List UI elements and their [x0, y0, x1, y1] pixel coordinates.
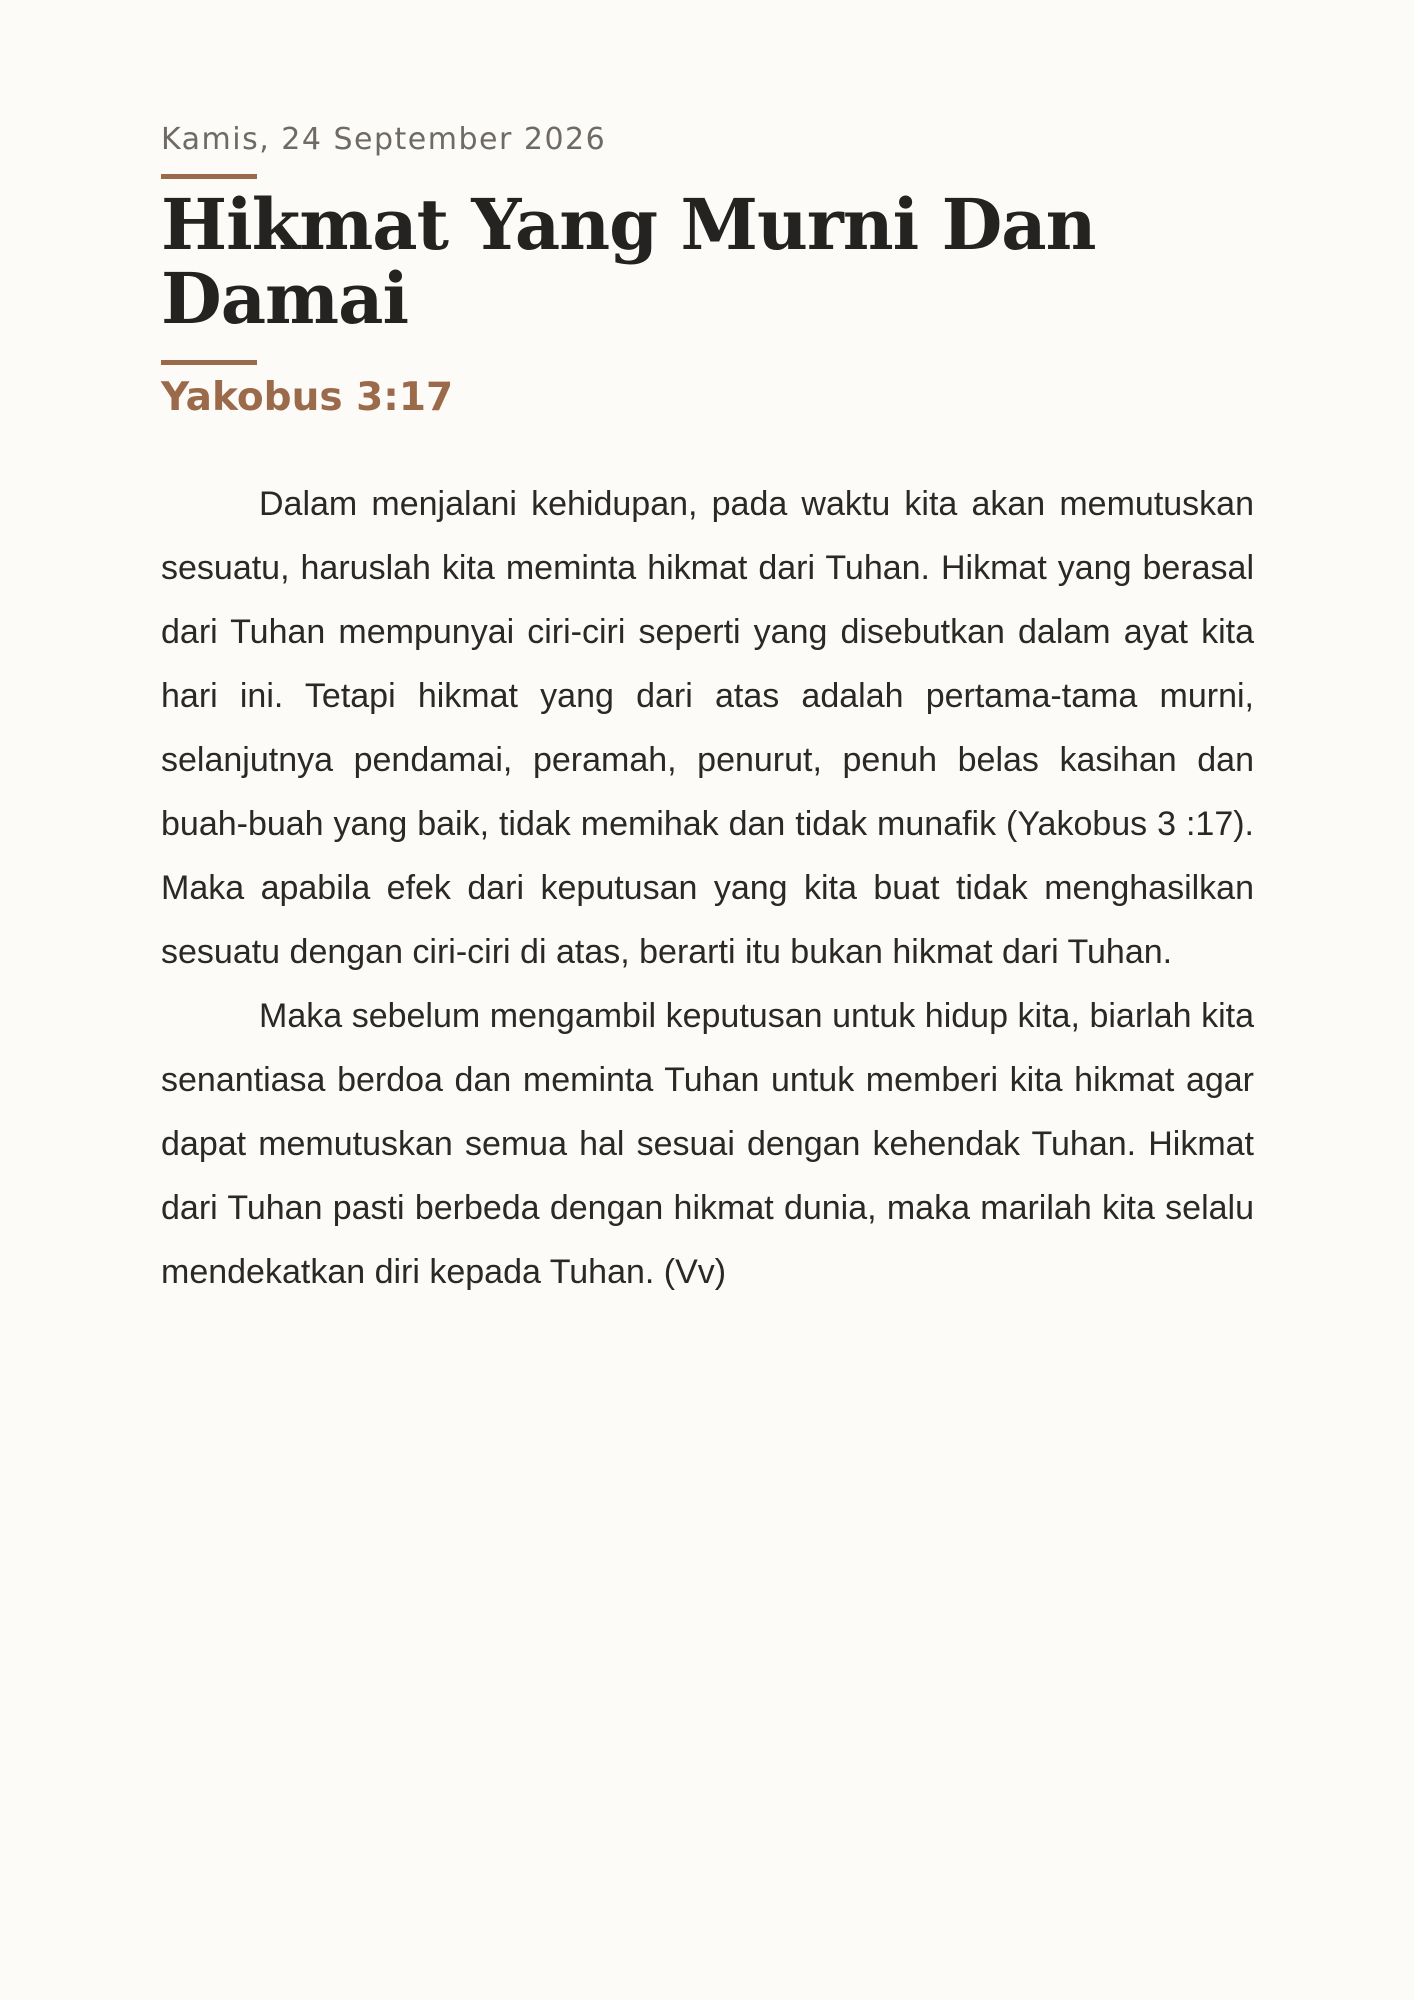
- article-title: Hikmat Yang Murni Dan Damai: [161, 183, 1096, 340]
- verse-reference: Yakobus 3:17: [161, 375, 454, 420]
- article-date: Kamis, 24 September 2026: [161, 122, 607, 157]
- title-rule-top: [161, 174, 257, 179]
- body-paragraph: Maka sebelum mengambil keputusan untuk hidup kita, biarlah kita senantiasa berdoa dan meminta Tuhan untuk memberi kita hikmat agar dapat memutuskan semua hal sesuai dengan kehendak Tuhan. Hikmat dari Tuhan pasti berbeda dengan hikmat dunia, maka marilah kita selalu mendekatkan diri kepada Tuhan. (Vv): [161, 997, 1254, 1291]
- title-rule-bottom: [161, 360, 257, 365]
- body-paragraph: Dalam menjalani kehidupan, pada waktu kita akan memutuskan sesuatu, haruslah kita meminta hikmat dari Tuhan. Hikmat yang berasal dari Tuhan mempunyai ciri-ciri seperti yang disebutkan dalam ayat kita hari ini. Tetapi hikmat yang dari atas adalah pertama-tama murni, selanjutnya pendamai, peramah, penurut, penuh belas kasihan dan buah-buah yang baik, tidak memihak dan tidak munafik (Yakobus 3 :17). Maka apabila efek dari keputusan yang kita buat tidak menghasilkan sesuatu dengan ciri-ciri di atas, berarti itu bukan hikmat dari Tuhan.: [161, 485, 1254, 971]
- article-body: [161, 472, 1254, 1304]
